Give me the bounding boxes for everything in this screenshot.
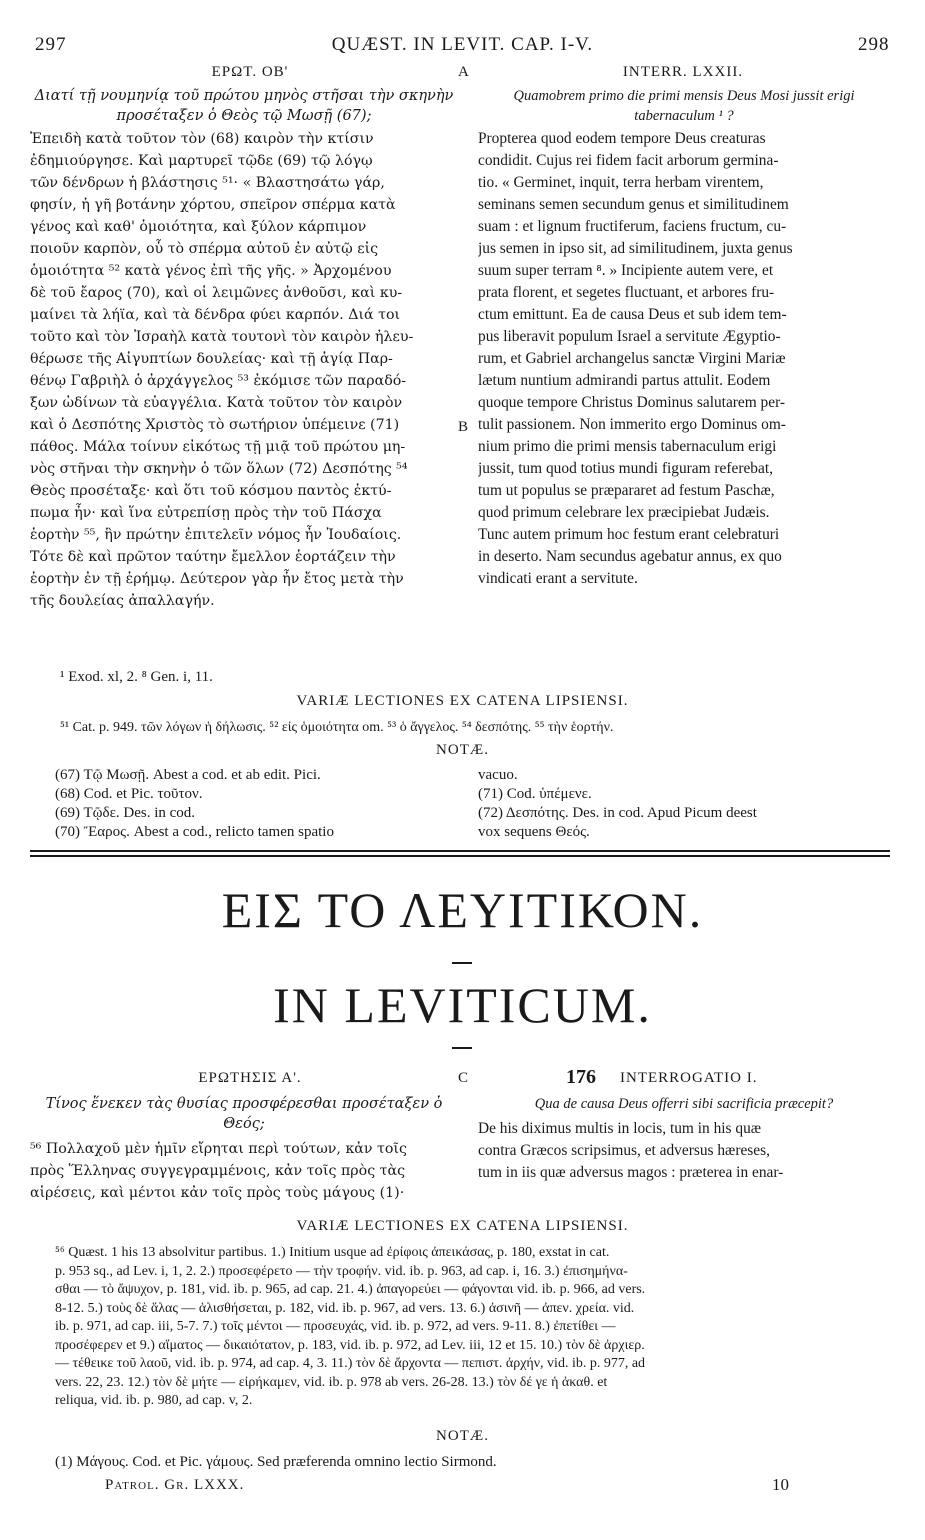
text-line: vindicati erant a servitute.	[478, 570, 638, 587]
note-line: (68) Cod. et Pic. τοῦτον.	[55, 786, 203, 802]
latin-question-1-heading: INTERROGATIO I.	[620, 1070, 758, 1086]
variae-lectiones-block	[55, 1244, 890, 1411]
title-dash-2	[452, 1047, 472, 1049]
margin-letter-a: A	[458, 64, 470, 80]
page-number-left: 297	[35, 34, 67, 55]
text-line: contra Græcos scripsimus, et adversus hæreses,	[478, 1142, 770, 1159]
greek-text	[30, 128, 458, 612]
text-line: ξων ὠδίνων τὰ εὐαγγέλια. Κατὰ τοῦτον τὸν καιρὸν	[30, 395, 403, 411]
note-line: vox sequens Θεός.	[478, 824, 590, 840]
column-number: 176	[566, 1066, 596, 1088]
note-line: (70) Ἔαρος. Abest a cod., relicto tamen spatio	[55, 824, 334, 840]
running-title: QUÆST. IN LEVIT. CAP. I-V.	[331, 34, 594, 55]
variae-line: ⁵⁶ Quæst. 1 his 13 absolvitur partibus. 1.) Initium usque ad ἐρίφοις ἀπεικάσας, p. 180, exstat in cat.	[55, 1245, 610, 1260]
text-line: τῶν δένδρων ἡ βλάστησις ⁵¹· « Βλαστησάτω γάρ,	[30, 175, 385, 191]
notae-heading: NOTÆ.	[436, 742, 489, 758]
text-line: condidit. Cujus rei fidem facit arborum germina-	[478, 152, 779, 169]
text-line: ⁵⁶ Πολλαχοῦ μὲν ἡμῖν εἴρηται περὶ τούτων, κἀν τοῖς	[30, 1141, 407, 1157]
text-line: suum super terram ⁸. » Incipiente autem vere, et	[478, 262, 774, 279]
text-line: Τότε δὲ καὶ πρῶτον ταύτην ἔμελλον ἑορτάζειν τὴν	[30, 549, 396, 565]
margin-letter-b: B	[458, 419, 470, 435]
text-line: θένῳ Γαβριὴλ ὁ ἀρχάγγελος ⁵³ ἐκόμισε τῶν παραδό-	[30, 373, 407, 389]
text-line: τοῦτο καὶ τὸν Ἰσραὴλ κατὰ τουτονὶ τὸν καιρὸν ἠλευ-	[30, 329, 414, 345]
text-line: suam : et lignum fructiferum, faciens fructum, cu-	[478, 218, 787, 235]
text-line: ἑορτὴν ⁵⁵, ἣν πρώτην ἐπιτελεῖν νόμος ἦν Ἰουδαίοις.	[30, 527, 402, 543]
latin-question-2: Qua de causa Deus offerri sibi sacrificia præcepit?	[534, 1096, 834, 1112]
note-1: (1) Μάγους. Cod. et Pic. γάμους. Sed præferenda omnino lectio Sirmond.	[55, 1454, 497, 1470]
text-line: γένος καὶ καθ' ὁμοιότητα, καὶ ξύλον κάρπιμον	[30, 219, 367, 235]
text-line: θέρωσε τῆς Αἰγυπτίων δουλείας· καὶ τῇ ἁγίᾳ Παρ-	[30, 351, 393, 367]
text-line: αἱρέσεις, καὶ μέντοι κἀν τοῖς πρὸς τοὺς μάγους (1)·	[30, 1185, 405, 1201]
note-line: (72) Δεσπότης. Des. in cod. Apud Picum deest	[478, 805, 757, 821]
text-line: tum ut populus se præpararet ad festum Paschæ,	[478, 482, 775, 499]
latin-question: Quamobrem primo die primi mensis Deus Mosi jussit erigi tabernaculum ¹ ?	[513, 88, 855, 124]
text-line: καὶ ὁ Δεσπότης Χριστὸς τὸ σωτήριον ὑπέμεινε (71)	[30, 417, 400, 433]
variae-lectiones-line: ⁵¹ Cat. p. 949. τῶν λόγων ἡ δήλωσις. ⁵² εἰς ὁμοιότητα om. ⁵³ ὁ ἄγγελος. ⁵⁴ δεσπότης. ⁵⁵ τὴν ἑορτήν.	[60, 720, 614, 735]
text-line: jussit, tum quod totius mundi figuram referebat,	[478, 460, 773, 477]
text-line: Ἐπειδὴ κατὰ τοῦτον τὸν (68) καιρὸν τὴν κτίσιν	[30, 131, 374, 147]
variae-line: reliqua, vid. ib. p. 980, ad cap. v, 2.	[55, 1393, 253, 1408]
text-line: De his diximus multis in locis, tum in his quæ	[478, 1120, 762, 1137]
greek-book-title: ΕΙΣ ΤΟ ΛΕΥΙΤΙΚΟΝ.	[221, 882, 704, 938]
text-line: lætum nuntium admirandi partus attulit. Eodem	[478, 372, 771, 389]
text-line: Propterea quod eodem tempore Deus creaturas	[478, 130, 766, 147]
variae-lectiones-heading-2: VARIÆ LECTIONES EX CATENA LIPSIENSI.	[296, 1218, 629, 1234]
variae-line: ib. p. 971, ad cap. iii, 5-7. 7.) τοῖς μέντοι — προσευχάς, vid. ib. p. 972, ad vers. 9-11. 8.) ἐπετίθει —	[55, 1319, 616, 1334]
note-line: vacuo.	[478, 767, 518, 783]
text-line: φησίν, ἡ γῆ βοτάνην χόρτου, σπεῖρον σπέρμα κατὰ	[30, 197, 396, 213]
text-line: quod primum celebrare lex præcipiebat Judæis.	[478, 504, 770, 521]
latin-text	[478, 128, 890, 590]
notae-heading-2: NOTÆ.	[436, 1428, 489, 1444]
latin-book-title: IN LEVITICUM.	[273, 977, 652, 1033]
latin-text-2	[478, 1118, 890, 1184]
text-line: quoque tempore Christus Dominus salutarem per-	[478, 394, 786, 411]
text-line: rum, et Gabriel archangelus sanctæ Virgini Mariæ	[478, 350, 786, 367]
section-divider-top	[30, 850, 890, 852]
margin-letter-c: C	[458, 1070, 470, 1086]
text-line: in deserto. Nam secundus agebatur annus, ex quo	[478, 548, 782, 565]
text-line: pus liberavit populum Israel a servitute Ægyptio-	[478, 328, 781, 345]
text-line: πάθος. Μάλα τοίνυν εἰκότως τῇ μιᾷ τοῦ πρώτου μη-	[30, 439, 406, 455]
latin-column-2	[478, 1094, 890, 1184]
greek-text-2	[30, 1138, 458, 1204]
text-line: πρὸς Ἕλληνας συγγεγραμμένοις, κἀν τοῖς πρὸς τὰς	[30, 1163, 406, 1179]
text-line: ποιοῦν καρπὸν, οὗ τὸ σπέρμα αὐτοῦ ἐν αὐτῷ εἰς	[30, 241, 379, 257]
variae-line: p. 953 sq., ad Lev. i, 1, 2. 2.) προσεφέρετο — τὴν τροφήν. vid. ib. p. 963, ad cap. i, 16. 3.) ἐπισημήνα-	[55, 1263, 628, 1279]
section-divider-bottom	[30, 855, 890, 857]
text-line: νὸς στῆναι τὴν σκηνὴν ὁ τῶν ὅλων (72) Δεσπότης ⁵⁴	[30, 461, 408, 477]
text-line: ἐδημιούργησε. Καὶ μαρτυρεῖ τῷδε (69) τῷ λόγῳ	[30, 153, 373, 169]
greek-question-1-heading: ΕΡΩΤΗΣΙΣ Α'.	[198, 1070, 302, 1086]
text-line: δὲ τοῦ ἔαρος (70), καὶ οἱ λειμῶνες ἀνθοῦσι, καὶ κυ-	[30, 285, 403, 301]
text-line: Θεὸς προσέταξε· καὶ ὅτι τοῦ κόσμου παντὸς ἐκτύ-	[30, 483, 392, 499]
text-line: jus semen in ipso sit, ad similitudinem, juxta genus	[478, 240, 793, 257]
volume-signature: Patrol. Gr. LXXX.	[105, 1477, 245, 1493]
variae-line: 8-12. 5.) τοὺς δὲ ἅλας — ἁλισθήσεται, p. 182, vid. ib. p. 967, ad vers. 13. 6.) ἀσινῆ — ἀπεν. χρεία. vid.	[55, 1300, 635, 1316]
greek-column-2	[30, 1094, 458, 1204]
latin-question-heading: INTERR. LXXII.	[622, 64, 744, 80]
text-line: Tunc autem primum hoc festum erant celebraturi	[478, 526, 780, 543]
note-line: (71) Cod. ὑπέμενε.	[478, 786, 592, 802]
text-line: tum in iis quæ adversus magos : præterea in enar-	[478, 1164, 784, 1181]
text-line: seminans semen secundum genus et similitudinem	[478, 196, 789, 213]
text-line: μαίνει τὰ λήϊα, καὶ τὰ δένδρα φύει καρπόν. Διά τοι	[30, 307, 401, 323]
footnote-references: ¹ Exod. xl, 2. ⁸ Gen. i, 11.	[60, 669, 213, 685]
note-line: (67) Τῷ Μωσῇ. Abest a cod. et ab edit. Pici.	[55, 767, 321, 783]
variae-lectiones-heading: VARIÆ LECTIONES EX CATENA LIPSIENSI.	[296, 693, 629, 709]
notes-right-column	[478, 766, 890, 842]
title-dash-1	[452, 962, 472, 964]
latin-column	[478, 86, 890, 590]
text-line: πωμα ἦν· καὶ ἵνα εὐτρεπίσῃ πρὸς τὴν τοῦ Πάσχα	[30, 505, 382, 521]
variae-line: σθαι — τὸ ἄψυχον, p. 181, vid. ib. p. 965, ad cap. 21. 4.) ἀπαγορεύει — φάγονται vid. ib. p. 966, ad vers.	[55, 1282, 646, 1297]
text-line: tulit passionem. Non immerito ergo Dominus om-	[478, 416, 786, 433]
variae-line: — τέθεικε τοῦ λαοῦ, vid. ib. p. 974, ad cap. 4, 3. 11.) τὸν δὲ ἄρχοντα — πεπιστ. ἀρχήν, vid. ib. p. 977, ad	[55, 1356, 646, 1371]
greek-question-heading: ΕΡΩΤ. ΟΒ'	[211, 64, 289, 80]
text-line: tio. « Germinet, inquit, terra herbam virentem,	[478, 174, 764, 191]
text-line: prata florent, et segetes fluctuant, et arbores fru-	[478, 284, 775, 301]
variae-line: προσέφερεν et 9.) αἵματος — δικαιότατον, p. 183, vid. ib. p. 972, ad Lev. iii, 12 et 15. 10.) τὸν δὲ ἀρχιερ.	[55, 1337, 645, 1353]
sheet-number: 10	[772, 1475, 789, 1494]
text-line: ἑορτὴν ἐν τῇ ἐρήμῳ. Δεύτερον γὰρ ἦν ἔτος μετὰ τὴν	[30, 571, 404, 587]
greek-column	[30, 86, 458, 612]
note-line: (69) Τῷδε. Des. in cod.	[55, 805, 196, 821]
variae-line: vers. 22, 23. 12.) τὸν δὲ μήτε — εἰρήκαμεν, vid. ib. p. 978 ab vers. 26-28. 13.) τὸν δέ γε ἡ ἀκαθ. et	[55, 1374, 608, 1390]
text-line: τῆς δουλείας ἀπαλλαγήν.	[30, 593, 215, 609]
text-line: nium primo die primi mensis tabernaculum erigi	[478, 438, 777, 455]
greek-question-2: Τίνος ἕνεκεν τὰς θυσίας προσφέρεσθαι προσέταξεν ὁ Θεός;	[45, 1096, 443, 1132]
text-line: ὁμοιότητα ⁵² κατὰ γένος ἐπὶ τῆς γῆς. » Ἀρχομένου	[30, 263, 392, 279]
text-line: ctum emittunt. Ea de causa Deus et sub idem tem-	[478, 306, 787, 323]
greek-question: Διατί τῇ νουμηνίᾳ τοῦ πρώτου μηνὸς στῆσαι τὴν σκηνὴν προσέταξεν ὁ Θεὸς τῷ Μωσῇ (67);	[34, 88, 454, 124]
page-number-right: 298	[858, 34, 890, 55]
notes-left-column	[55, 766, 465, 842]
